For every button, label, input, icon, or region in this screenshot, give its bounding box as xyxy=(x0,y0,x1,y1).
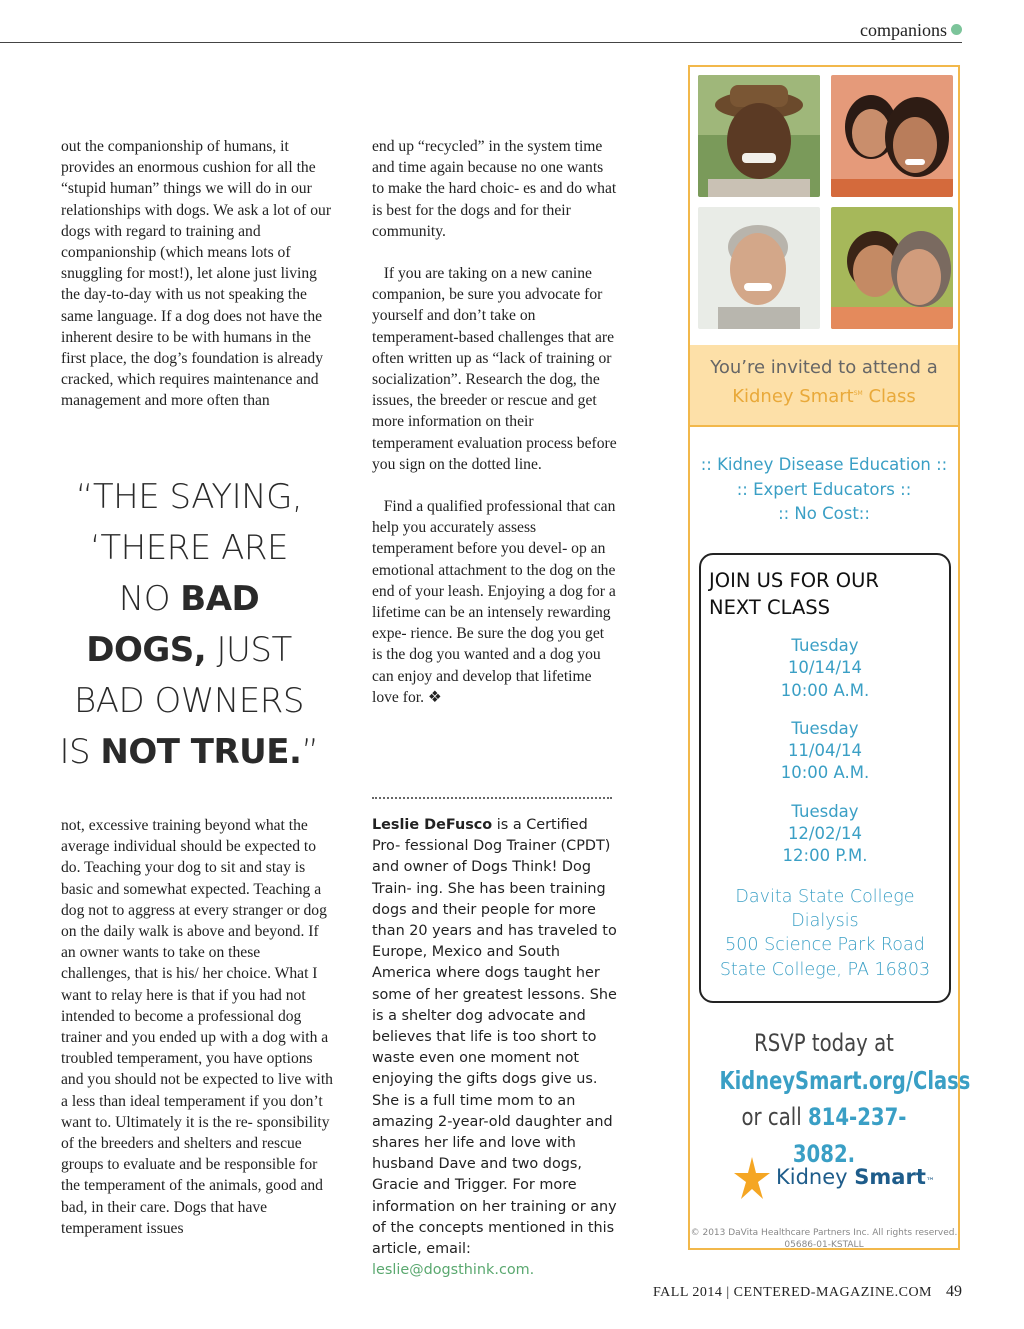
pull-quote-line xyxy=(52,625,326,676)
rsvp-block xyxy=(690,1025,971,1173)
pull-quote-bold: NOT TRUE. xyxy=(100,732,302,772)
column2 xyxy=(372,136,617,708)
session-date: 10/14/14 xyxy=(787,658,863,678)
class-session xyxy=(701,718,949,785)
column2-para2 xyxy=(372,263,617,475)
photo-older-man xyxy=(698,207,820,329)
column2-para3-text: Find a qualified professional that can help you accurately assess temperament before you devel- op an emotional attachment to the dog on the end of your leash. Enjoying a dog for a lifetime can be an intensely rewarding expe- rience. Be sure the dog you get is the dog you wanted and a dog you can enjoy and develop that lifetime love for. xyxy=(372,498,616,706)
column1-top-text: out the companionship of humans, it provides an enormous cushion for all the “stupid human” things we will do in our relationships with dogs. We ask a lot of our dogs with regard to training and companionship (which means lots of snuggling for most!), let alone just living the day-to-day with us not speaking the same language. If a dog does not have the inherent desire to be with humans in the first place, the dog’s foundation is already cracked, which requires maintenance and management and more often than xyxy=(61,138,332,410)
section-label xyxy=(860,20,962,41)
rsvp-url-link[interactable]: KidneySmart.org/Class xyxy=(719,1066,971,1095)
pull-quote-line: “THE SAYING, xyxy=(75,477,303,517)
tagline: :: No Cost:: xyxy=(778,504,870,523)
kidney-smart-ad xyxy=(688,65,971,1250)
column2-para3 xyxy=(372,496,617,708)
column2-para1: end up “recycled” in the system time and time again because no one wants to make the hard choic- es and do what is best for the dogs and for their community. xyxy=(372,138,617,240)
service-mark: SM xyxy=(853,390,863,397)
class-location xyxy=(701,885,949,982)
legal-notice xyxy=(690,1227,958,1251)
pull-quote-bold: DOGS, xyxy=(86,630,207,670)
dotted-divider xyxy=(372,797,612,799)
column1-bottom xyxy=(61,815,333,1239)
invite-brand: Kidney Smart xyxy=(732,386,854,407)
section-name: companions xyxy=(860,20,947,40)
pull-quote-bold: BAD xyxy=(180,579,260,619)
session-day: Tuesday xyxy=(791,718,859,738)
author-email-link[interactable]: leslie@dogsthink.com. xyxy=(372,1262,535,1279)
column1-top xyxy=(61,136,333,412)
pull-quote xyxy=(52,472,326,778)
logo-word1: Kidney xyxy=(776,1165,848,1189)
class-session xyxy=(701,635,949,702)
session-time: 10:00 A.M. xyxy=(780,680,870,700)
author-bio-text: is a Certified Pro- fessional Dog Trainer (CPDT) and owner of Dogs Think! Dog Train- ing. She has been training dogs and their people for more than 20 years and has traveled to Europe, Mexico and South America where dogs taught her some of her greatest lessons. She is a shelter dog advocate and believes that life is too short to waste even one moment not enjoying the gifts dogs give us. She is a full time mom to an amazing 2-year-old daughter and shares her life and love with husband Dave and two dogs, Gracie and Trigger. For more information on her training or any of the concepts mentioned in this article, email: xyxy=(372,817,617,1258)
invite-divider xyxy=(690,425,958,427)
tagline: :: Expert Educators :: xyxy=(736,479,912,499)
session-date: 12/02/14 xyxy=(787,824,863,844)
author-bio xyxy=(372,815,617,1281)
session-day: Tuesday xyxy=(791,801,859,821)
pull-quote-line xyxy=(52,574,326,625)
session-time: 12:00 P.M. xyxy=(782,846,868,866)
pull-quote-text: ” xyxy=(301,732,319,772)
join-heading-line: JOIN US FOR OUR xyxy=(709,569,879,592)
pull-quote-line xyxy=(52,727,326,778)
pull-quote-line: BAD OWNERS xyxy=(73,681,304,721)
class-dates xyxy=(701,635,949,884)
section-dot-icon xyxy=(951,24,962,35)
invite-class: Class xyxy=(862,386,916,407)
pull-quote-text: IS xyxy=(59,732,101,772)
author-name: Leslie DeFusco xyxy=(372,817,493,833)
rsvp-call-text: or call xyxy=(741,1103,808,1131)
legal-line: © 2013 DaVita Healthcare Partners Inc. All rights reserved. xyxy=(690,1228,958,1238)
education-taglines xyxy=(690,453,958,527)
location-line: Dialysis xyxy=(791,911,859,932)
page-footer xyxy=(653,1283,962,1301)
column2-para2-text: If you are taking on a new canine companion, be sure you advocate for yourself and don’t take on temperament-based challenges that are often written up as “lack of training or socialization”. Research the dog, the issues, the breeder or rescue and get more information on their temperament evaluation process before you sign on the dotted line. xyxy=(372,265,617,473)
pull-quote-text: JUST xyxy=(206,630,292,670)
location-line: Davita State College xyxy=(735,887,915,907)
session-time: 10:00 A.M. xyxy=(780,763,870,783)
rsvp-phone[interactable]: 814-237-3082. xyxy=(792,1103,907,1168)
invite-line1: You’re invited to attend a xyxy=(710,357,938,378)
column1-bottom-text: not, excessive training beyond what the average individual should be expected to do. Teaching your dog to sit and stay is basic and somewhat expected. Teaching a dog not to aggress at every stranger or dog on the daily walk is above and beyond. If an owner wants to take on these challenges, that is his/ her choice. What I want to relay here is that if you had not intended to become a professional dog trainer and you ended up with a dog with a troubled temperament, you have options and you should not be expected to live with a less than ideal temperament if you don’t want to. Ultimately it is the re- sponsibility of the breeders and shelters and rescue groups to evaluate and be responsible for the temperament of the animals, good and bad, in their care. Dogs that have temperament issues xyxy=(61,817,333,1237)
invite-line2 xyxy=(690,381,958,410)
pull-quote-line: ‘THERE ARE xyxy=(90,528,288,568)
photo-man-hat xyxy=(698,75,820,197)
class-session xyxy=(701,801,949,868)
session-day: Tuesday xyxy=(791,636,859,655)
join-heading-line: NEXT CLASS xyxy=(709,596,831,619)
join-heading xyxy=(709,567,879,621)
class-schedule-box xyxy=(699,553,951,1003)
logo-wordmark xyxy=(776,1165,935,1189)
logo-word2: Smart xyxy=(854,1165,926,1189)
photo-mother-daughter xyxy=(831,75,953,197)
pull-quote-text: NO xyxy=(118,579,181,619)
tagline: :: Kidney Disease Education :: xyxy=(700,455,948,474)
location-line: 500 Science Park Road xyxy=(725,935,925,956)
page-number: 49 xyxy=(946,1283,962,1300)
session-date: 11/04/14 xyxy=(787,741,863,761)
kidney-smart-logo xyxy=(732,1155,935,1205)
header-rule xyxy=(0,42,962,43)
legal-line: 05686-01-KSTALL xyxy=(784,1240,864,1250)
end-mark-icon: ❖ xyxy=(427,688,442,706)
rsvp-line: RSVP today at xyxy=(754,1029,894,1057)
location-line: State College, PA 16803 xyxy=(719,959,931,980)
invite-banner xyxy=(690,345,958,425)
trademark: ™ xyxy=(925,1177,935,1187)
star-swoosh-icon xyxy=(732,1155,772,1205)
issue-info: FALL 2014 | CENTERED-MAGAZINE.COM xyxy=(652,1285,932,1300)
photo-grandmother-boy xyxy=(831,207,953,329)
